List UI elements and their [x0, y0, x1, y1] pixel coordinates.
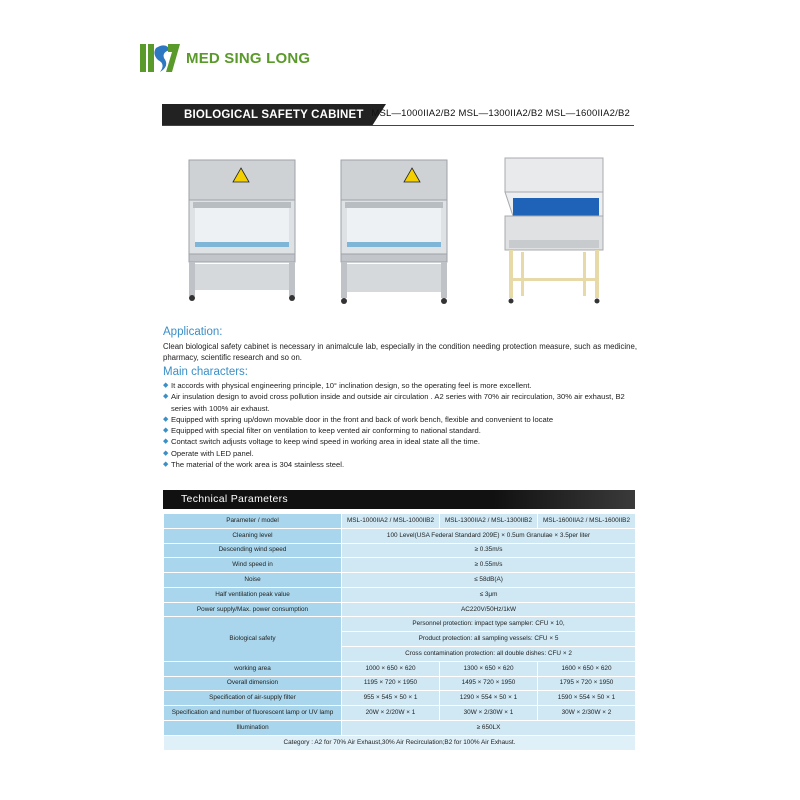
cabinet-image-2	[337, 156, 452, 306]
table-cell: Noise	[164, 573, 342, 588]
table-row	[164, 528, 636, 543]
table-cell: 1590 × 554 × 50 × 1	[538, 691, 636, 706]
list-item: ◆ Equipped with spring up/down movable door in the front and back of work bench, flexible and convenient to locate	[163, 414, 639, 425]
table-cell: Cleaning level	[164, 528, 342, 543]
table-cell: 20W × 2/20W × 1	[342, 706, 440, 721]
table-cell: MSL-1000IIA2 / MSL-1000IIB2	[342, 514, 440, 529]
list-item: ◆ Air insulation design to avoid cross pollution inside and outside air circulation . A2 series with 70% air recirculation, 30% air exhaust, B2 series with 100% air exhaust.	[163, 391, 639, 414]
table-row	[164, 676, 636, 691]
table-row	[164, 573, 636, 588]
table-row	[164, 706, 636, 721]
table-cell: ≤ 3μm	[342, 587, 636, 602]
application-heading: Application:	[163, 326, 223, 338]
table-cell: 30W × 2/30W × 2	[538, 706, 636, 721]
application-text: Clean biological safety cabinet is necessary in animalcule lab, especially in the condition needing protection measure, such as medicine, pharmacy, scientific research and so on.	[163, 342, 637, 362]
tech-heading: Technical Parameters	[163, 490, 635, 509]
characters-list	[163, 380, 639, 470]
list-item: ◆ The material of the work area is 304 stainless steel.	[163, 459, 639, 470]
tech-banner	[163, 490, 635, 509]
table-cell: Biological safety	[164, 617, 342, 661]
cabinet-image-1	[185, 156, 300, 302]
table-row	[164, 691, 636, 706]
brand-logo	[138, 42, 310, 74]
table-cell: Overall dimension	[164, 676, 342, 691]
page-title: BIOLOGICAL SAFETY CABINET	[162, 104, 372, 126]
table-row	[164, 661, 636, 676]
table-row	[164, 587, 636, 602]
table-cell: 1600 × 650 × 620	[538, 661, 636, 676]
table-cell: 1195 × 720 × 1950	[342, 676, 440, 691]
table-row	[164, 617, 636, 632]
table-cell: MSL-1600IIA2 / MSL-1600IIB2	[538, 514, 636, 529]
table-cell: 1795 × 720 × 1950	[538, 676, 636, 691]
table-cell: ≤ 58dB(A)	[342, 573, 636, 588]
table-cell: Illumination	[164, 720, 342, 735]
table-cell: 1290 × 554 × 50 × 1	[440, 691, 538, 706]
table-row	[164, 543, 636, 558]
msl-logo-icon	[138, 42, 182, 74]
table-cell: ≥ 0.35m/s	[342, 543, 636, 558]
brand-name: MED SING LONG	[186, 49, 311, 67]
table-cell: ≥ 0.55m/s	[342, 558, 636, 573]
table-cell: Parameter / model	[164, 514, 342, 529]
table-cell: Product protection: all sampling vessels: CFU × 5	[342, 632, 636, 647]
title-banner	[162, 104, 634, 126]
cabinet-image-3	[499, 156, 609, 306]
table-cell: 955 × 545 × 50 × 1	[342, 691, 440, 706]
table-cell: Half ventilation peak value	[164, 587, 342, 602]
title-divider	[162, 125, 634, 126]
category-note: Category : A2 for 70% Air Exhaust,30% Air Recirculation;B2 for 100% Air Exhaust.	[164, 735, 636, 750]
table-cell: 1495 × 720 × 1950	[440, 676, 538, 691]
characters-heading: Main characters:	[163, 366, 249, 378]
table-cell: Personnel protection: impact type sampler: CFU × 10,	[342, 617, 636, 632]
table-cell: 1300 × 650 × 620	[440, 661, 538, 676]
table-cell: Descending wind speed	[164, 543, 342, 558]
model-numbers: MSL—1000IIA2/B2 MSL—1300IIA2/B2 MSL—1600IIA2/B2	[371, 108, 630, 119]
table-cell: Specification and number of fluorescent lamp or UV lamp	[164, 706, 342, 721]
table-cell: Wind speed in	[164, 558, 342, 573]
list-item: ◆ Operate with LED panel.	[163, 448, 639, 459]
table-row	[164, 558, 636, 573]
list-item: ◆ It accords with physical engineering principle, 10° inclination design, so the operating feel is more excellent.	[163, 380, 639, 391]
table-cell: 1000 × 650 × 620	[342, 661, 440, 676]
table-row	[164, 602, 636, 617]
table-cell: AC220V/50Hz/1kW	[342, 602, 636, 617]
table-cell: 30W × 2/30W × 1	[440, 706, 538, 721]
table-cell: 100 Level(USA Federal Standard 209E) × 0.5um Granulae × 3.5per liter	[342, 528, 636, 543]
table-row	[164, 735, 636, 750]
table-cell: ≥ 650LX	[342, 720, 636, 735]
table-cell: Cross contamination protection: all double dishes: CFU × 2	[342, 647, 636, 662]
spec-table	[163, 513, 636, 751]
list-item: ◆ Equipped with special filter on ventilation to keep vented air conforming to national standard.	[163, 425, 639, 436]
table-row	[164, 514, 636, 529]
table-cell: working area	[164, 661, 342, 676]
table-cell: MSL-1300IIA2 / MSL-1300IIB2	[440, 514, 538, 529]
table-row	[164, 720, 636, 735]
table-cell: Specification of air-supply filter	[164, 691, 342, 706]
table-cell: Power supply/Max. power consumption	[164, 602, 342, 617]
list-item: ◆ Contact switch adjusts voltage to keep wind speed in working area in ideal state all the time.	[163, 436, 639, 447]
